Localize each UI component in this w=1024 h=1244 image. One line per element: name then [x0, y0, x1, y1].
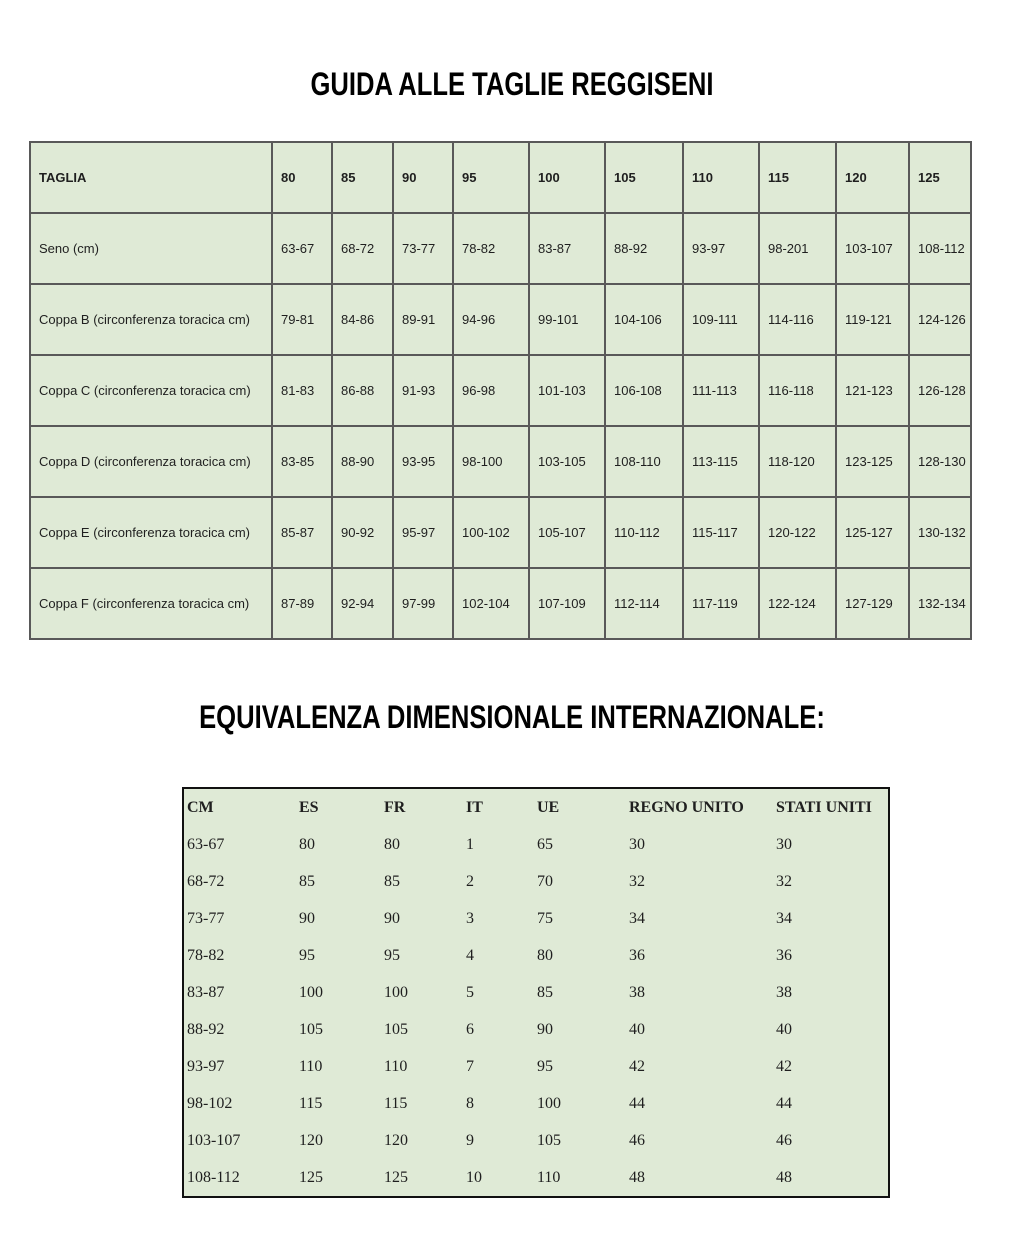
size-cell: 108-112 — [909, 213, 971, 284]
equivalence-cell: 80 — [299, 835, 315, 853]
table-row — [30, 213, 971, 284]
equivalence-cell: 32 — [776, 872, 792, 890]
size-cell: 107-109 — [529, 568, 605, 639]
equivalence-cell: 90 — [537, 1020, 553, 1038]
size-cell: 118-120 — [759, 426, 836, 497]
equivalence-cell: 90 — [299, 909, 315, 927]
row-label: Coppa D (circonferenza toracica cm) — [30, 426, 272, 497]
equivalence-cell: 68-72 — [187, 872, 225, 890]
size-cell: 89-91 — [393, 284, 453, 355]
equivalence-cell: 95 — [384, 946, 400, 964]
size-cell: 86-88 — [332, 355, 393, 426]
size-cell: 100-102 — [453, 497, 529, 568]
size-cell: 115-117 — [683, 497, 759, 568]
equivalence-cell: 80 — [384, 835, 400, 853]
equivalence-cell: 85 — [537, 983, 553, 1001]
size-cell: 78-82 — [453, 213, 529, 284]
equivalence-cell: 4 — [466, 946, 474, 964]
size-cell: 130-132 — [909, 497, 971, 568]
size-cell: 132-134 — [909, 568, 971, 639]
row-label: Coppa E (circonferenza toracica cm) — [30, 497, 272, 568]
row-label: Coppa B (circonferenza toracica cm) — [30, 284, 272, 355]
size-cell: 116-118 — [759, 355, 836, 426]
size-cell: 109-111 — [683, 284, 759, 355]
size-cell: 126-128 — [909, 355, 971, 426]
equivalence-cell: 32 — [629, 872, 645, 890]
row-label: Seno (cm) — [30, 213, 272, 284]
equivalence-cell: 103-107 — [187, 1131, 241, 1149]
equivalence-cell: 65 — [537, 835, 553, 853]
size-cell: 114-116 — [759, 284, 836, 355]
equivalence-cell: 88-92 — [187, 1020, 225, 1038]
size-cell: 94-96 — [453, 284, 529, 355]
equivalence-cell: 95 — [537, 1057, 553, 1075]
size-cell: 95-97 — [393, 497, 453, 568]
equivalence-cell: 100 — [299, 983, 323, 1001]
size-cell: 83-85 — [272, 426, 332, 497]
size-cell: 119-121 — [836, 284, 909, 355]
equivalence-cell: 125 — [299, 1168, 323, 1186]
size-cell: 111-113 — [683, 355, 759, 426]
equivalence-cell: 110 — [537, 1168, 561, 1186]
size-cell: 87-89 — [272, 568, 332, 639]
equivalence-cell: 85 — [299, 872, 315, 890]
equivalence-cell: 115 — [384, 1094, 408, 1112]
size-cell: 105-107 — [529, 497, 605, 568]
size-cell: 93-95 — [393, 426, 453, 497]
equivalence-cell: 36 — [776, 946, 792, 964]
column-header: STATI UNITI — [776, 798, 872, 816]
equivalence-cell: 2 — [466, 872, 474, 890]
size-cell: 88-90 — [332, 426, 393, 497]
size-cell: 81-83 — [272, 355, 332, 426]
equivalence-cell: 120 — [299, 1131, 323, 1149]
equivalence-cell: 115 — [299, 1094, 323, 1112]
size-cell: 128-130 — [909, 426, 971, 497]
equivalence-cell: 8 — [466, 1094, 474, 1112]
equivalence-cell: 10 — [466, 1168, 482, 1186]
size-cell: 91-93 — [393, 355, 453, 426]
equivalence-cell: 7 — [466, 1057, 474, 1075]
table-row — [183, 1048, 889, 1085]
column-header: 85 — [332, 142, 393, 213]
size-cell: 99-101 — [529, 284, 605, 355]
row-label: Coppa F (circonferenza toracica cm) — [30, 568, 272, 639]
size-cell: 104-106 — [605, 284, 683, 355]
size-cell: 103-107 — [836, 213, 909, 284]
size-cell: 96-98 — [453, 355, 529, 426]
row-label: Coppa C (circonferenza toracica cm) — [30, 355, 272, 426]
size-cell: 127-129 — [836, 568, 909, 639]
equivalence-cell: 98-102 — [187, 1094, 233, 1112]
column-header: UE — [537, 798, 560, 816]
equivalence-cell: 46 — [629, 1131, 645, 1149]
size-cell: 92-94 — [332, 568, 393, 639]
size-cell: 103-105 — [529, 426, 605, 497]
table-row — [183, 937, 889, 974]
table-row — [183, 1159, 889, 1197]
size-cell: 110-112 — [605, 497, 683, 568]
table-row — [183, 863, 889, 900]
size-cell: 122-124 — [759, 568, 836, 639]
size-cell: 124-126 — [909, 284, 971, 355]
size-cell: 108-110 — [605, 426, 683, 497]
column-header: 90 — [393, 142, 453, 213]
equivalence-table — [182, 787, 890, 1198]
size-cell: 106-108 — [605, 355, 683, 426]
header-row — [30, 142, 971, 213]
size-cell: 120-122 — [759, 497, 836, 568]
table-row — [30, 426, 971, 497]
equivalence-cell: 80 — [537, 946, 553, 964]
size-cell: 79-81 — [272, 284, 332, 355]
size-cell: 73-77 — [393, 213, 453, 284]
table-row — [183, 1122, 889, 1159]
equivalence-cell: 34 — [776, 909, 792, 927]
equivalence-cell: 44 — [776, 1094, 792, 1112]
equivalence-cell: 78-82 — [187, 946, 225, 964]
equivalence-cell: 30 — [776, 835, 792, 853]
column-header: 80 — [272, 142, 332, 213]
equivalence-cell: 36 — [629, 946, 645, 964]
table-row — [183, 974, 889, 1011]
equivalence-cell: 108-112 — [187, 1168, 240, 1186]
size-cell: 112-114 — [605, 568, 683, 639]
equivalence-cell: 9 — [466, 1131, 474, 1149]
equivalence-cell: 48 — [629, 1168, 645, 1186]
equivalence-cell: 38 — [629, 983, 645, 1001]
table-row — [183, 900, 889, 937]
equivalence-cell: 3 — [466, 909, 474, 927]
column-header: 125 — [909, 142, 971, 213]
table-row — [30, 284, 971, 355]
equivalence-cell: 95 — [299, 946, 315, 964]
column-header: 95 — [453, 142, 529, 213]
equivalence-cell: 93-97 — [187, 1057, 225, 1075]
header-row — [183, 788, 889, 826]
equivalence-cell: 120 — [384, 1131, 408, 1149]
equivalence-cell: 63-67 — [187, 835, 225, 853]
equivalence-cell: 42 — [629, 1057, 645, 1075]
equivalence-cell: 125 — [384, 1168, 408, 1186]
table-row — [30, 568, 971, 639]
size-cell: 90-92 — [332, 497, 393, 568]
equivalence-cell: 44 — [629, 1094, 645, 1112]
equivalence-cell: 40 — [776, 1020, 792, 1038]
page-title: GUIDA ALLE TAGLIE REGGISENI — [310, 66, 714, 102]
equivalence-cell: 70 — [537, 872, 553, 890]
equivalence-cell: 46 — [776, 1131, 792, 1149]
size-cell: 88-92 — [605, 213, 683, 284]
size-cell: 113-115 — [683, 426, 759, 497]
column-header: 110 — [683, 142, 759, 213]
size-cell: 93-97 — [683, 213, 759, 284]
size-cell: 83-87 — [529, 213, 605, 284]
size-cell: 121-123 — [836, 355, 909, 426]
size-cell: 102-104 — [453, 568, 529, 639]
size-cell: 85-87 — [272, 497, 332, 568]
column-header: TAGLIA — [30, 142, 272, 213]
equivalence-cell: 75 — [537, 909, 553, 927]
column-header: 105 — [605, 142, 683, 213]
equivalence-cell: 110 — [384, 1057, 408, 1075]
table-row — [30, 355, 971, 426]
size-cell: 68-72 — [332, 213, 393, 284]
equivalence-cell: 90 — [384, 909, 400, 927]
equivalence-cell: 105 — [384, 1020, 408, 1038]
equivalence-body — [183, 788, 889, 1197]
table-row — [183, 826, 889, 863]
size-cell: 84-86 — [332, 284, 393, 355]
equivalence-cell: 40 — [629, 1020, 645, 1038]
size-guide-table — [29, 141, 972, 640]
equivalence-cell: 34 — [629, 909, 645, 927]
equivalence-cell: 6 — [466, 1020, 474, 1038]
size-cell: 117-119 — [683, 568, 759, 639]
column-header: 100 — [529, 142, 605, 213]
table-row — [183, 1085, 889, 1122]
equivalence-cell: 100 — [384, 983, 408, 1001]
equivalence-cell: 85 — [384, 872, 400, 890]
equivalence-cell: 73-77 — [187, 909, 225, 927]
equivalence-cell: 1 — [466, 835, 474, 853]
size-cell: 97-99 — [393, 568, 453, 639]
equivalence-cell: 83-87 — [187, 983, 225, 1001]
equivalence-title: EQUIVALENZA DIMENSIONALE INTERNAZIONALE: — [199, 699, 825, 735]
column-header: REGNO UNITO — [629, 798, 744, 816]
size-cell: 125-127 — [836, 497, 909, 568]
equivalence-cell: 30 — [629, 835, 645, 853]
equivalence-cell: 5 — [466, 983, 474, 1001]
equivalence-cell: 42 — [776, 1057, 792, 1075]
table-row — [30, 497, 971, 568]
size-cell: 101-103 — [529, 355, 605, 426]
column-header: CM — [187, 798, 214, 816]
column-header: IT — [466, 798, 483, 816]
column-header: ES — [299, 798, 319, 816]
equivalence-cell: 105 — [299, 1020, 323, 1038]
equivalence-cell: 105 — [537, 1131, 561, 1149]
size-cell: 98-201 — [759, 213, 836, 284]
equivalence-cell: 110 — [299, 1057, 323, 1075]
size-guide-body — [30, 142, 971, 639]
size-cell: 63-67 — [272, 213, 332, 284]
column-header: 120 — [836, 142, 909, 213]
equivalence-cell: 38 — [776, 983, 792, 1001]
size-cell: 123-125 — [836, 426, 909, 497]
equivalence-cell: 48 — [776, 1168, 792, 1186]
column-header: 115 — [759, 142, 836, 213]
table-row — [183, 1011, 889, 1048]
equivalence-cell: 100 — [537, 1094, 561, 1112]
size-cell: 98-100 — [453, 426, 529, 497]
column-header: FR — [384, 798, 406, 816]
